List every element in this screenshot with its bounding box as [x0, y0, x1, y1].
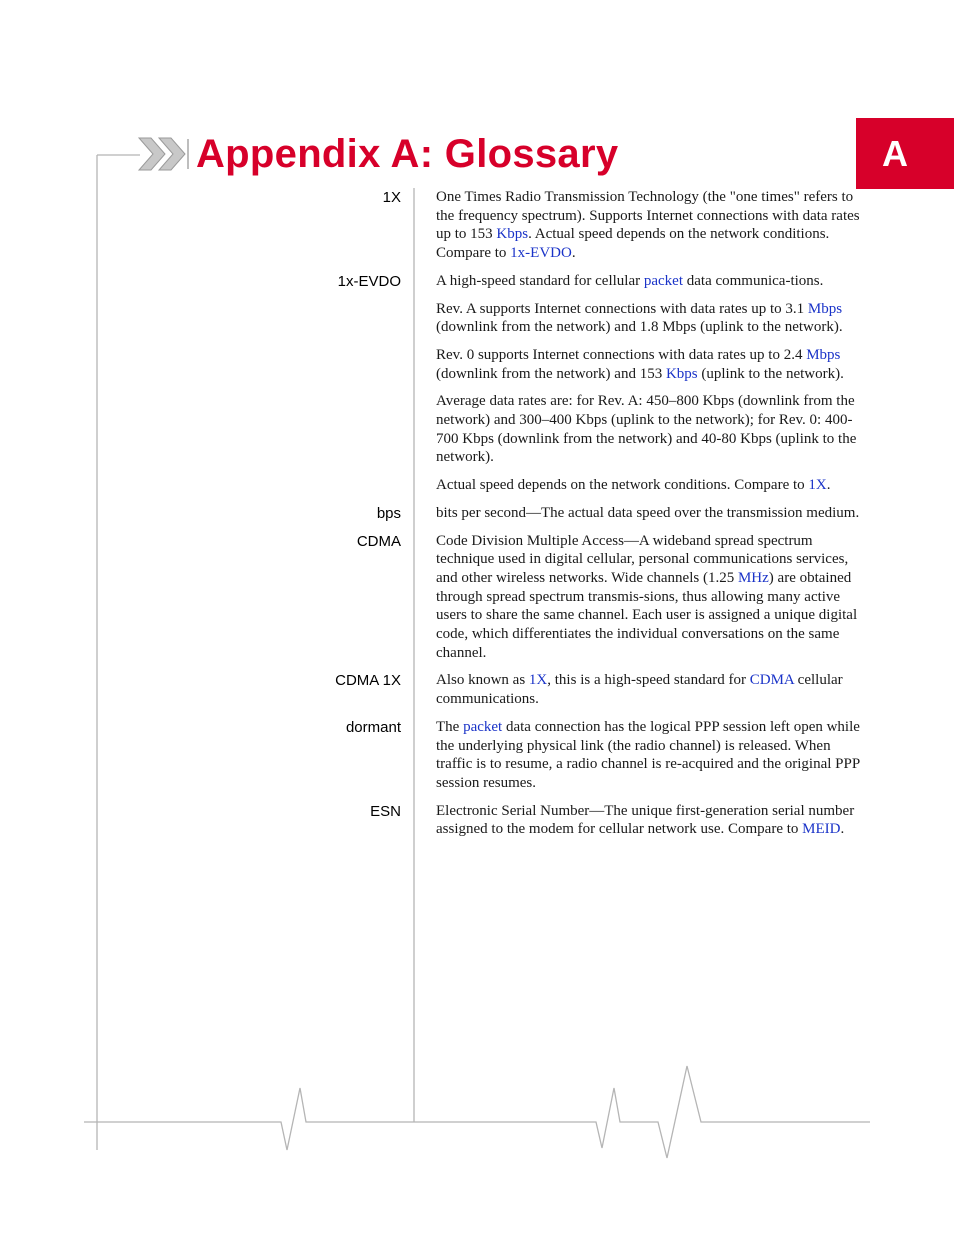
page-title: Appendix A: Glossary [196, 132, 619, 176]
definition-text: data connection has the logical PPP session left open while the underlying physical link (the radio channel) is released. When traffic is to resume, a radio channel is re-acquired and the original PPP session resumes. [436, 718, 860, 791]
definition-text: . Actual speed depends on the network conditions. Compare to [436, 226, 830, 262]
definition-text: (downlink from the network) and 1.8 Mbps (uplink to the network). [436, 319, 843, 336]
cross-reference-link[interactable]: packet [463, 718, 503, 735]
cross-reference-link[interactable]: Kbps [665, 365, 698, 382]
definition-paragraph [436, 188, 868, 263]
definition-text: cellular communications. [436, 672, 843, 708]
cross-reference-link[interactable]: 1x-EVDO [510, 245, 572, 262]
heartbeat-footer-line [84, 1066, 870, 1158]
definition-paragraph [436, 671, 868, 708]
cross-reference-link[interactable]: Mbps [807, 300, 843, 317]
glossary-entry [0, 802, 954, 839]
definition-paragraph [436, 346, 868, 383]
glossary-term: 1X [382, 189, 401, 206]
definition-paragraph [436, 300, 868, 337]
double-chevron-icon [139, 138, 185, 170]
glossary-definition [436, 504, 868, 523]
definition-paragraph [436, 718, 868, 793]
definition-text: bits per second—The actual data speed over the transmission medium. [436, 504, 860, 521]
definition-text: Rev. 0 supports Internet connections with data rates up to 2.4 [436, 346, 807, 363]
cross-reference-link[interactable]: packet [643, 272, 683, 289]
glossary-definition [436, 532, 868, 663]
definition-paragraph [436, 272, 868, 291]
definition-text: ) are obtained through spread spectrum transmis-sions, thus allowing many active users to share the same channel. Each user is assigned a unique digital code, which differentiates the individual conversations on the same channel. [436, 569, 858, 661]
definition-text: Also known as [436, 672, 529, 689]
cross-reference-link[interactable]: MEID [802, 821, 841, 838]
glossary-definition [436, 188, 868, 263]
cross-reference-link[interactable]: Kbps [496, 226, 529, 243]
glossary-entry [0, 188, 954, 263]
glossary-definition [436, 272, 868, 495]
glossary-term: 1x-EVDO [337, 272, 401, 290]
glossary-entry [0, 504, 954, 523]
cross-reference-link[interactable]: 1X [528, 672, 548, 689]
definition-text: (downlink from the network) and 153 [436, 365, 666, 382]
definition-text: (uplink to the network). [697, 365, 844, 382]
definition-paragraph [436, 392, 868, 467]
glossary-entry [0, 671, 954, 708]
definition-text: A high-speed standard for cellular [436, 272, 644, 289]
definition-text: Actual speed depends on the network conditions. Compare to [436, 477, 809, 494]
definition-text: Code Division Multiple Access—A wideband spread spectrum technique used in digital cellular, personal communications services, and other wireless networks. Wide channels (1.25 [436, 532, 849, 586]
definition-text: Electronic Serial Number—The unique first-generation serial number assigned to the modem for cellular network use. Compare to [436, 802, 855, 838]
cross-reference-link[interactable]: CDMA [749, 672, 794, 689]
glossary-entry [0, 532, 954, 663]
glossary-term: CDMA [356, 532, 401, 550]
definition-paragraph [436, 476, 868, 495]
definition-paragraph [436, 802, 868, 839]
glossary-definition [436, 802, 868, 839]
definition-text: . [826, 477, 831, 494]
definition-text: Average data rates are: for Rev. A: 450–800 Kbps (downlink from the network) and 300–400 Kbps (uplink to the network); for Rev. 0: 400-700 Kbps (downlink from the network) and 40-80 Kbps (uplink to the network). [436, 393, 857, 466]
glossary-entry [0, 272, 954, 495]
glossary-term: ESN [370, 802, 401, 820]
glossary-definition [436, 671, 868, 708]
definition-text: data communica-tions. [683, 272, 824, 289]
glossary-term: dormant [345, 718, 401, 736]
definition-text: Rev. A supports Internet connections with data rates up to 3.1 [436, 300, 808, 317]
glossary-definition [436, 718, 868, 793]
cross-reference-link[interactable]: 1X [808, 477, 827, 494]
appendix-tab: A [856, 118, 954, 189]
glossary-term: CDMA 1X [335, 672, 401, 690]
glossary-term: bps [376, 504, 401, 522]
definition-text: One Times Radio Transmission Technology (the "one times" refers to the frequency spectrum). Supports Internet connections with data rates up to 153 [436, 189, 860, 243]
definition-paragraph [436, 532, 868, 663]
definition-text: The [436, 718, 464, 735]
cross-reference-link[interactable]: MHz [737, 569, 769, 586]
glossary-list [0, 188, 954, 848]
definition-text: , this is a high-speed standard for [547, 672, 750, 689]
cross-reference-link[interactable]: Mbps [806, 346, 841, 363]
definition-text: . [840, 821, 845, 838]
glossary-entry [0, 718, 954, 793]
definition-paragraph [436, 504, 868, 523]
definition-text: . [571, 245, 576, 262]
